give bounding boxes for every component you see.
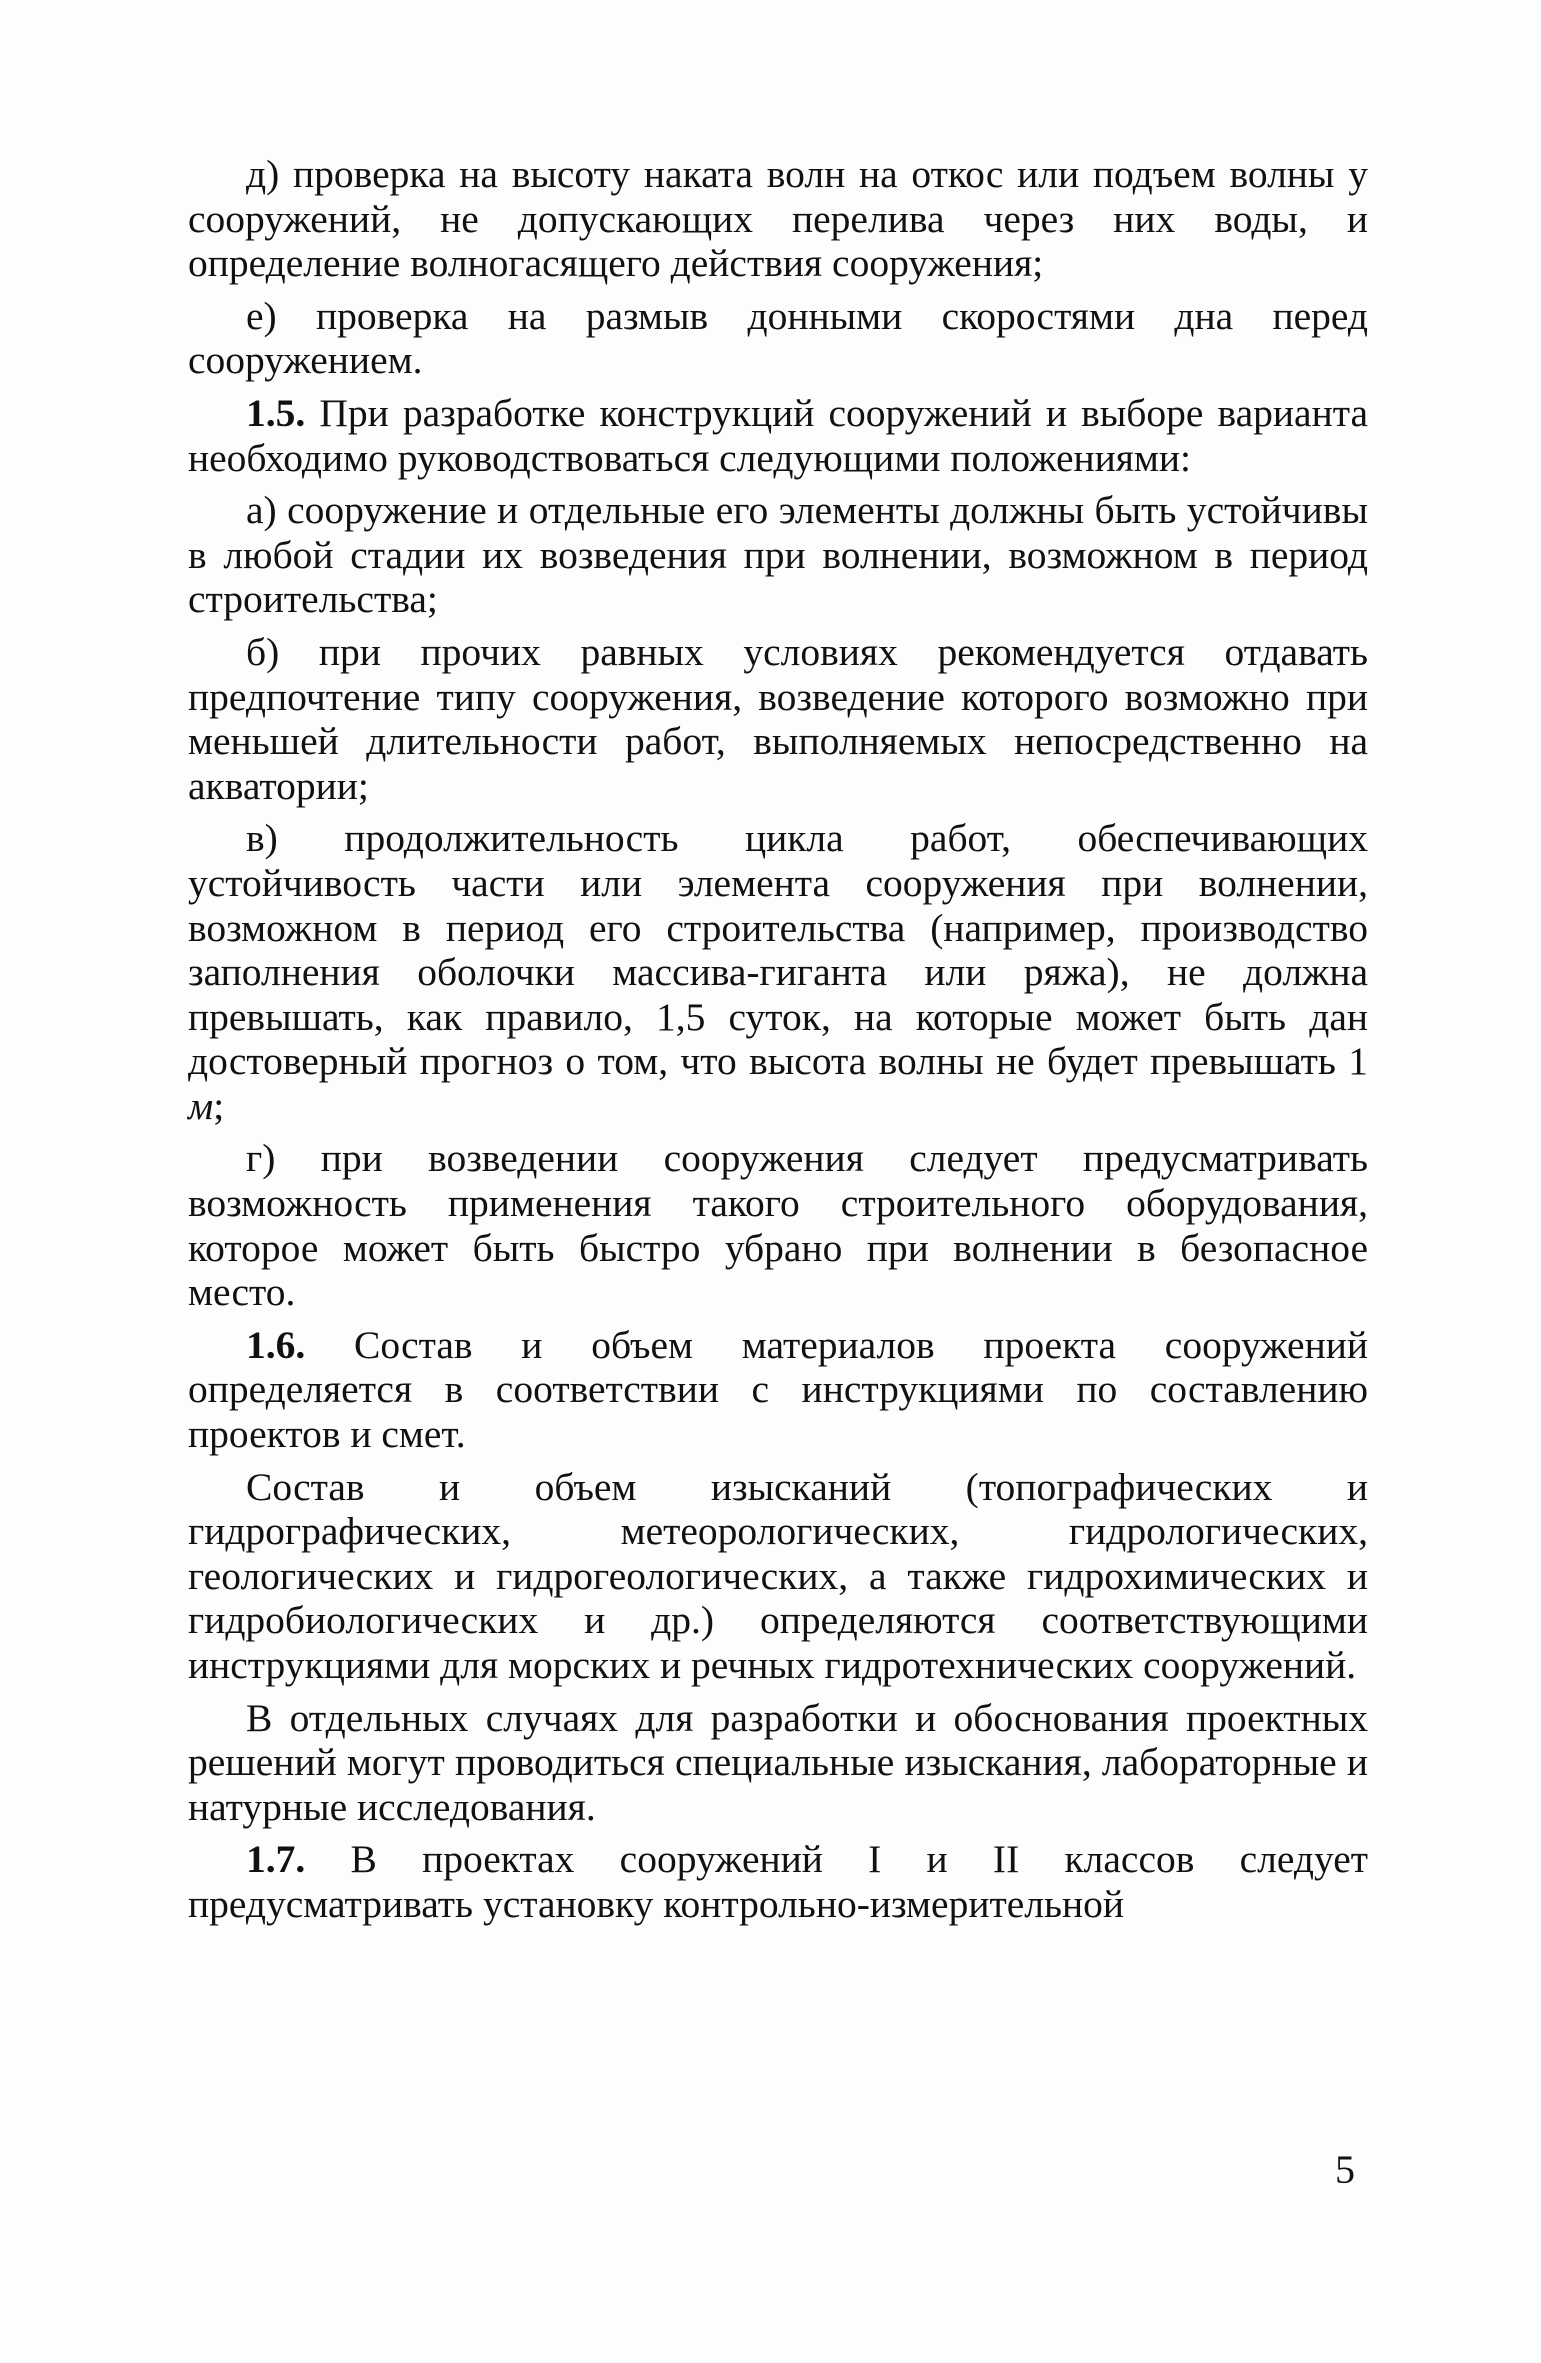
paragraph-text: а) сооружение и отдельные его элементы должны быть устойчивы в любой стадии их возведения при волнении, возможном в период строительства; <box>188 488 1368 622</box>
paragraph-text: В проектах сооружений I и II классов следует предусматривать установку контрольно-измерительной <box>188 1837 1368 1926</box>
paragraph-text: г) при возведении сооружения следует предусматривать возможность применения такого строительного оборудования, которое может быть быстро убрано при волнении в безопасное место. <box>188 1136 1368 1315</box>
section-1-5 <box>188 391 1368 480</box>
paragraph-v <box>188 816 1368 1128</box>
paragraph-e <box>188 294 1368 383</box>
section-number: 1.5. <box>246 390 306 435</box>
paragraph-text: При разработке конструкций сооружений и выборе варианта необходимо руководствоваться следующими положениями: <box>188 390 1368 480</box>
paragraph-g <box>188 1136 1368 1314</box>
paragraph-text: В отдельных случаях для разработки и обоснования проектных решений могут проводиться специальные изыскания, лабораторные и натурные исследования. <box>188 1695 1368 1829</box>
section-number: 1.7. <box>246 1837 306 1882</box>
paragraph-text: д) проверка на высоту наката волн на откос или подъем волны у сооружений, не допускающих перелива через них воды, и определение волногасящего действия сооружения; <box>188 152 1368 286</box>
body-text <box>188 152 1368 1935</box>
section-1-6 <box>188 1323 1368 1457</box>
paragraph-surveys <box>188 1465 1368 1688</box>
paragraph-tail: ; <box>213 1083 225 1128</box>
paragraph-special-cases <box>188 1696 1368 1830</box>
paragraph-text: б) при прочих равных условиях рекомендуется отдавать предпочтение типу сооружения, возведение которого возможно при меньшей длительности работ, выполняемых непосредственно на акватории; <box>188 629 1368 808</box>
paragraph-b <box>188 630 1368 808</box>
paragraph-d <box>188 152 1368 286</box>
paragraph-a <box>188 488 1368 622</box>
paragraph-text: е) проверка на размыв донными скоростями дна перед сооружением. <box>188 293 1368 383</box>
unit-label: м <box>188 1083 214 1128</box>
section-1-7 <box>188 1837 1368 1926</box>
paragraph-text: Состав и объем изысканий (топографических и гидрографических, метеорологических, гидрологических, геологических и гидрогеологических, а также гидрохимических и гидробиологических и др.) определяются соответствующими инструкциями для морских и речных гидротехнических сооружений. <box>188 1464 1368 1687</box>
page-number: 5 <box>1335 2147 1355 2192</box>
paragraph-text: в) продолжительность цикла работ, обеспечивающих устойчивость части или элемента сооружения при волнении, возможном в период его строительства (например, производство заполнения оболочки массива-гиганта или ряжа), не должна превышать, как правило, 1,5 суток, на которые может быть дан достоверный прогноз о том, что высота волны не будет превышать 1 <box>188 816 1368 1084</box>
section-number: 1.6. <box>246 1322 306 1367</box>
paragraph-text: Состав и объем материалов проекта сооружений определяется в соответствии с инструкциями по составлению проектов и смет. <box>188 1322 1368 1457</box>
